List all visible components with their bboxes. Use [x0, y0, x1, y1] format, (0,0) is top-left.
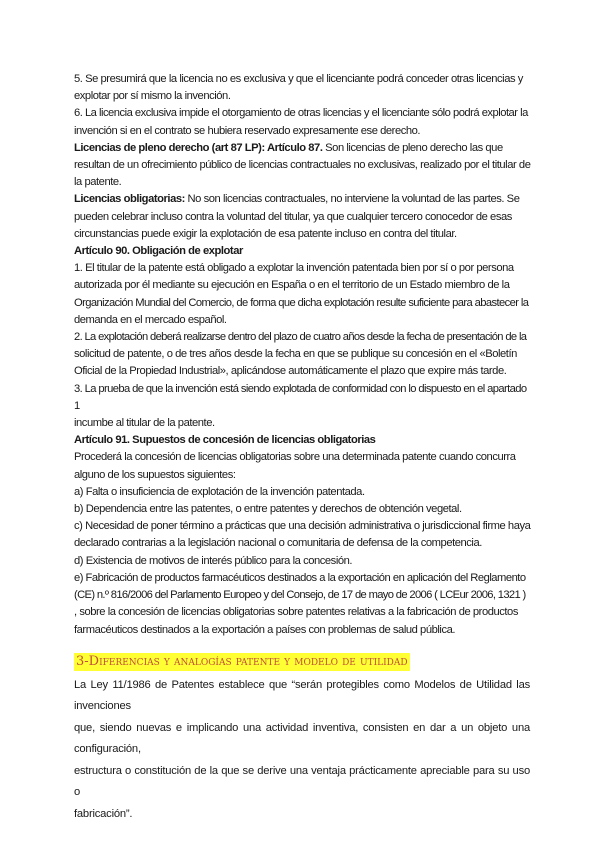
text-line: demanda en el mercado español. — [74, 313, 227, 326]
text-line: 2. La explotación deberá realizarse dentro del plazo de cuatro años desde la fecha de presentación de la — [74, 331, 527, 344]
text-fragment: No son licencias contractuales, no interviene la voluntad de las partes. Se — [184, 193, 520, 206]
text-line: Procederá la concesión de licencias obligatorias sobre una determinada patente cuando concurra — [74, 451, 516, 464]
section-heading-container — [74, 653, 530, 671]
text-line: Oficial de la Propiedad Industrial», aplicándose automáticamente el plazo que expire más tarde. — [74, 365, 507, 378]
list-item: b) Dependencia entre las patentes, o entre patentes y derechos de obtención vegetal. — [74, 503, 462, 516]
text-line: autorizada por él mediante su ejecución en España o en el territorio de un Estado miembro de la — [74, 279, 510, 292]
list-item: a) Falta o insuficiencia de explotación de la invención patentada. — [74, 485, 365, 498]
text-line: 1. El titular de la patente está obligado a explotar la invención patentada bien por sí o por persona — [74, 262, 514, 275]
text-fragment: Son licencias de pleno derecho las que — [322, 141, 503, 154]
intro-paragraph — [74, 675, 530, 826]
text-line: que, siendo nuevas e implicando una actividad inventiva, consisten en dar a un objeto una configuración, — [74, 721, 530, 756]
bold-term: Licencias obligatorias: — [74, 193, 185, 206]
text-line: fabricación”. — [74, 807, 133, 820]
list-item: d) Existencia de motivos de interés público para la concesión. — [74, 554, 353, 567]
article-heading: Artículo 91. Supuestos de concesión de licencias obligatorias — [74, 434, 376, 447]
text-line: 6. La licencia exclusiva impide el otorgamiento de otras licencias y el licenciante sólo podrá explotar la — [74, 107, 528, 120]
text-line: pueden celebrar incluso contra la voluntad del titular, ya que cualquier tercero conocedor de esas — [74, 210, 512, 223]
text-line: la patente. — [74, 176, 122, 189]
document-body — [74, 71, 530, 825]
text-line: solicitud de patente, o de tres años desde la fecha en que se publique su concesión en el «Boletín — [74, 348, 517, 361]
text-line: Organización Mundial del Comercio, de forma que dicha explotación resulte suficiente para abastecer la — [74, 296, 529, 309]
text-line: incumbe al titular de la patente. — [74, 417, 215, 430]
section-heading: 3-Diferencias y analogías patente y modelo de utilidad — [76, 653, 408, 669]
text-line: 1 — [74, 399, 80, 412]
list-item: c) Necesidad de poner término a prácticas que una decisión administrativa o jurisdiccional firme haya — [74, 520, 531, 533]
text-line: circunstancias puede exigir la explotación de esa patente incluso en contra del titular. — [74, 227, 457, 240]
text-line: , sobre la concesión de licencias obligatorias sobre patentes relativas a la fabricación de productos — [74, 606, 518, 619]
list-item: e) Fabricación de productos farmacéuticos destinados a la exportación en aplicación del Reglamento — [74, 571, 526, 584]
text-line: farmacéuticos destinados a la exportación a países con problemas de salud pública. — [74, 623, 456, 636]
article-heading: Artículo 90. Obligación de explotar — [74, 245, 243, 258]
text-line: La Ley 11/1986 de Patentes establece que “serán protegibles como Modelos de Utilidad las invenciones — [74, 678, 530, 713]
text-line: alguno de los supuestos siguientes: — [74, 468, 236, 481]
text-line: (CE) n.º 816/2006 del Parlamento Europeo y del Consejo, de 17 de mayo de 2006 ( LCEur 2006, 1321 ) — [74, 589, 526, 602]
bold-term: Licencias de pleno derecho (art 87 LP): Artículo 87. — [74, 141, 323, 154]
text-line: explotar por sí mismo la invención. — [74, 90, 231, 103]
text-line: declarado contrarias a la legislación nacional o comunitaria de defensa de la competencia. — [74, 537, 482, 550]
text-line — [74, 140, 530, 157]
text-line: resultan de un ofrecimiento público de licencias contractuales no exclusivas, realizado por el titular de — [74, 159, 531, 172]
text-line: invención si en el contrato se hubiera reservado expresamente ese derecho. — [74, 124, 421, 137]
text-line — [74, 191, 530, 208]
text-line: 3. La prueba de que la invención está siendo explotada de conformidad con lo dispuesto en el apartado — [74, 382, 527, 395]
text-line: 5. Se presumirá que la licencia no es exclusiva y que el licenciante podrá conceder otras licencias y — [74, 73, 523, 85]
text-line: estructura o constitución de la que se derive una ventaja prácticamente apreciable para su uso o — [74, 764, 530, 799]
